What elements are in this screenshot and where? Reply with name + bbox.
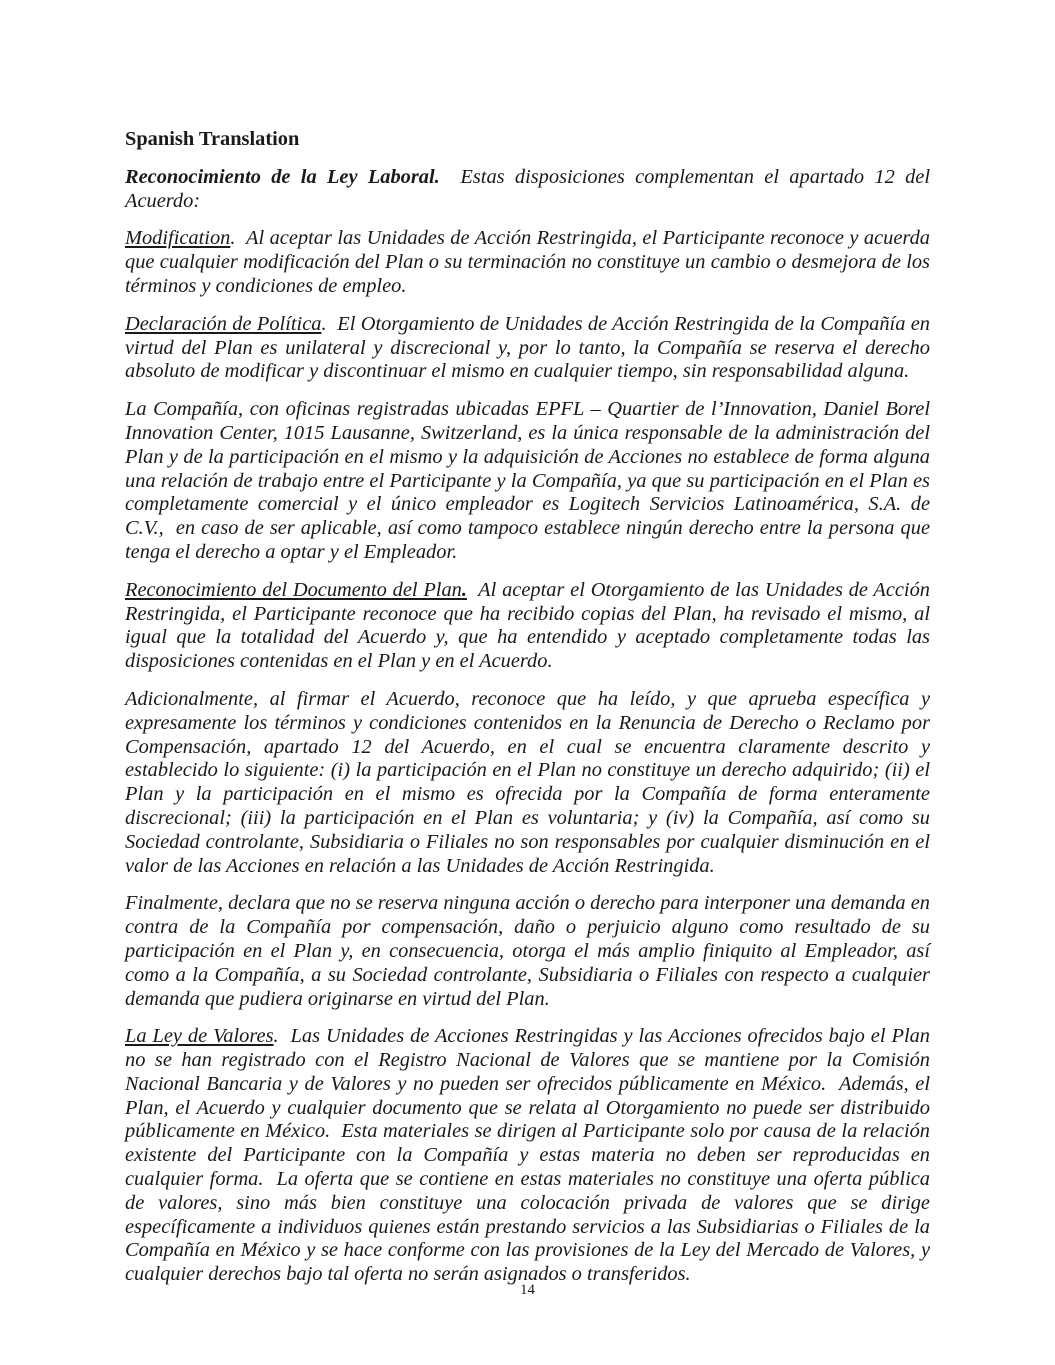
policy-statement-body: El Otorgamiento de Unidades de Acción Restringida de la Compañía en virtud del Plan es unilateral y discrecional y, por lo tanto, la Compañía se reserva el derecho absoluto de modificar y discontinuar el mismo en cualquier tiempo, sin responsabilidad alguna. (125, 312, 931, 383)
paragraph-company-info (125, 398, 930, 565)
modification-body: Al aceptar las Unidades de Acción Restringida, el Participante reconoce y acuerda que cualquier modificación del Plan o su terminación no constituye un cambio o desmejora de los términos y condiciones de empleo. (125, 227, 930, 297)
policy-statement-lead: Declaración de Política (125, 312, 322, 335)
paragraph-additionally (125, 688, 930, 878)
securities-law-lead: La Ley de Valores (125, 1025, 274, 1048)
plan-document-lead: Reconocimiento del Documento del Plan (125, 578, 462, 601)
modification-separator: . (230, 227, 236, 250)
document-heading: Spanish Translation (125, 128, 300, 150)
finally-body: Finalmente, declara que no se reserva ninguna acción o derecho para interponer una demanda en contra de la Compañía por compensación, daño o perjuicio alguno como resultado de su participación en el Plan y, en consecuencia, otorga el más amplio finiquito al Empleador, así como a la Compañía, a su Sociedad controlante, Subsidiaria o Filiales con respecto a cualquier demanda que pudiera originarse en virtud del Plan. (125, 892, 930, 1010)
paragraph-policy-statement (125, 313, 930, 384)
paragraph-securities-law (125, 1025, 930, 1287)
securities-law-body: Las Unidades de Acciones Restringidas y las Acciones ofrecidos bajo el Plan no se han registrado con el Registro Nacional de Valores que se mantiene por la Comisión Nacional Bancaria y de Valores y no pueden ser ofrecidos públicamente en México. Además, el Plan, el Acuerdo y cualquier documento que se relata al Otorgamiento no puede ser distribuido públicamente en México. Esta materiales se dirigen al Participante solo por causa de la relación existente del Participante con la Compañía y estas materia no deben ser reproducidas en cualquier forma. La oferta que se contiene en estas materiales no constituye una oferta pública de valores, sino más bien constituye una colocación privada de valores que se dirige específicamente a individuos quienes están prestando servicios a las Subsidiarias o Filiales de la Compañía en México y se hace conforme con las provisiones de la Ley del Mercado de Valores, y cualquier derechos bajo tal oferta no serán asignados o transferidos. (125, 1025, 930, 1286)
paragraph-finally (125, 892, 930, 1011)
paragraph-labor-law (125, 166, 930, 214)
page-number: 14 (520, 1282, 535, 1298)
company-info-body: La Compañía, con oficinas registradas ubicadas EPFL – Quartier de l’Innovation, Daniel Borel Innovation Center, 1015 Lausanne, Switzerland, es la única responsable de la administración del Plan y de la participación en el mismo y la adquisición de Acciones no establece de forma alguna una relación de trabajo entre el Participante y la Compañía, ya que su participación en el Plan es completamente comercial y el único empleador es Logitech Servicios Latinoamérica, S.A. de C.V., en caso de ser aplicable, así como tampoco establece ningún derecho entre la persona que tenga el derecho a optar y el Empleador. (125, 398, 930, 563)
additionally-body: Adicionalmente, al firmar el Acuerdo, reconoce que ha leído, y que aprueba específica y expresamente los términos y condiciones contenidos en la Renuncia de Derecho o Reclamo por Compensación, apartado 12 del Acuerdo, en el cual se encuentra claramente descrito y establecido lo siguiente: (i) la participación en el Plan no constituye un derecho adquirido; (ii) el Plan y la participación en el mismo es ofrecida por la Compañía de forma enteramente discrecional; (iii) la participación en el Plan es voluntaria; y (iv) la Compañía, así como su Sociedad controlante, Subsidiaria o Filiales no son responsables por cualquier disminución en el valor de las Acciones en relación a las Unidades de Acción Restringida. (125, 687, 930, 877)
labor-law-lead: Reconocimiento de la Ley Laboral. (125, 165, 440, 188)
policy-statement-separator: . (321, 312, 327, 335)
paragraph-plan-document (125, 579, 930, 674)
plan-document-separator: . (461, 578, 467, 601)
plan-document-body: Al aceptar el Otorgamiento de las Unidades de Acción Restringida, el Participante reconoce que ha recibido copias del Plan, ha revisado el mismo, al igual que la totalidad del Acuerdo y, que ha entendido y aceptado completamente todas las disposiciones contenidas en el Plan y en el Acuerdo. (125, 578, 930, 673)
labor-law-body: Estas disposiciones complementan el apartado 12 del Acuerdo: (125, 165, 930, 212)
paragraph-modification (125, 227, 930, 298)
modification-lead: Modification (125, 227, 231, 250)
securities-law-separator: . (273, 1025, 279, 1048)
